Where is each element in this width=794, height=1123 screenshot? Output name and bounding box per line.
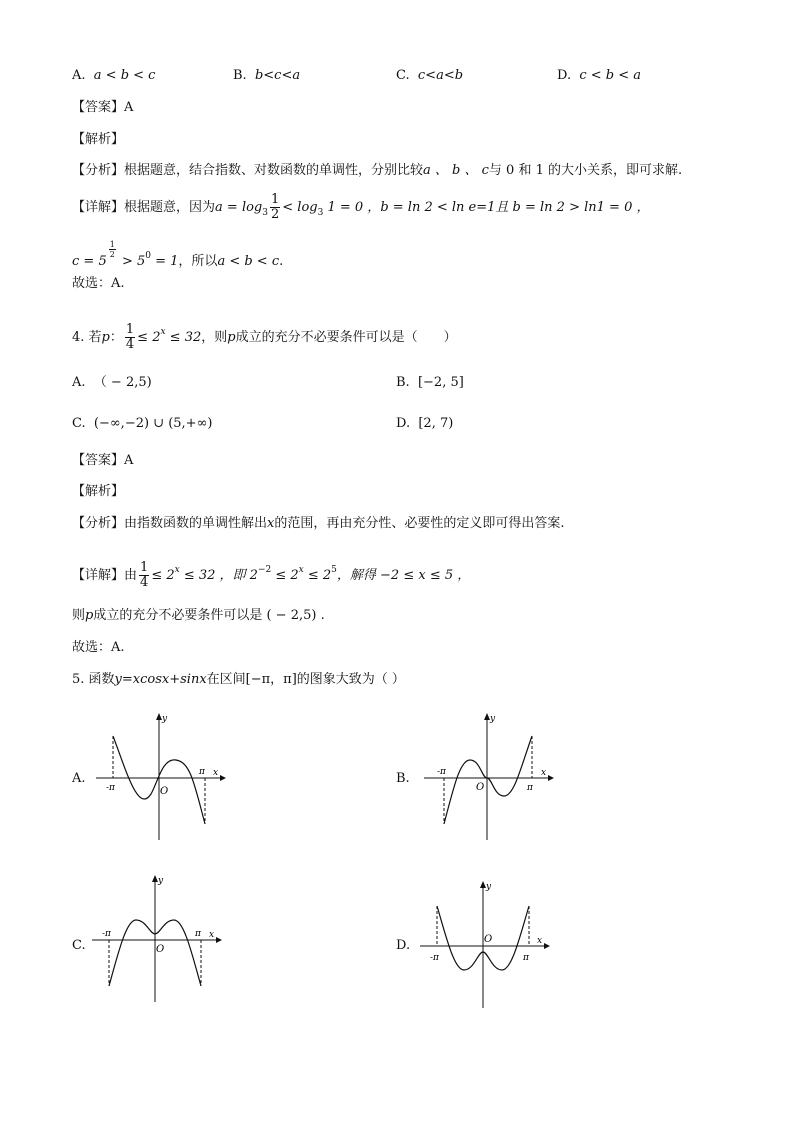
option-text: c<a<b — [417, 68, 464, 83]
fraction-numerator: 1 — [140, 560, 149, 575]
fraction-denominator: 2 — [109, 250, 115, 259]
q4-option-b — [396, 374, 464, 392]
fraction-denominator: 4 — [125, 337, 135, 352]
math-expr: ≤ 32 — [165, 330, 202, 345]
fenxi-tag: 【分析】 — [72, 163, 125, 178]
math-sup: x — [174, 565, 180, 575]
option-text: [−2, 5] — [417, 375, 464, 390]
text: 成立的充分不必要条件可以是 ( − 2,5) . — [93, 608, 325, 623]
q3-option-c — [396, 67, 463, 85]
math-sup: x — [160, 327, 166, 337]
x-axis-arrow — [220, 775, 226, 781]
y-axis-label: y — [490, 714, 496, 724]
math-var: p — [85, 608, 94, 623]
option-label: C. — [396, 68, 410, 83]
fraction-denominator: 4 — [140, 575, 149, 590]
option-text: b<c<a — [254, 68, 301, 83]
option-text: c < b < a — [579, 68, 642, 83]
text: 成立的充分不必要条件可以是（ ） — [235, 330, 457, 345]
fraction-numerator: 1 — [270, 192, 280, 207]
q4-option-d — [396, 415, 453, 433]
curve — [444, 736, 532, 824]
graph-b — [424, 712, 554, 844]
y-axis-label: y — [486, 882, 492, 892]
option-label: B. — [233, 68, 247, 83]
q3-option-a — [72, 67, 155, 85]
xiangjie-text: 根据题意，因为 — [124, 200, 216, 215]
q5-option-d-label: D. — [396, 938, 411, 953]
math-expr: ，解得 −2 ≤ x ≤ 5 ， — [336, 568, 471, 583]
math-expr: y=xcosx+sinx — [114, 672, 207, 687]
fenxi-vars: a 、 b 、 c — [423, 163, 489, 178]
text: 则 — [72, 608, 86, 623]
math-var: p — [227, 330, 236, 345]
option-label: C. — [72, 416, 86, 431]
fraction — [125, 323, 135, 352]
q4-stem — [72, 316, 457, 354]
option-label: B. — [396, 375, 410, 390]
q4-option-c — [72, 415, 212, 433]
math-expr: ≤ 2 — [271, 568, 299, 583]
question-number: 5. 函数 — [72, 672, 115, 687]
math-var: p — [101, 330, 110, 345]
option-text: （ − 2,5) — [93, 375, 152, 390]
x-axis-label: x — [537, 936, 543, 946]
exponent-fraction — [109, 240, 116, 259]
x-axis-arrow — [548, 775, 554, 781]
math-sub: 3 — [317, 208, 324, 218]
q5-option-b-label: B. — [396, 771, 410, 786]
math-sup: −2 — [257, 565, 272, 575]
option-text: (−∞,−2) ∪ (5,+∞) — [93, 416, 213, 431]
math-expr: ≤ 2 — [303, 568, 332, 583]
x-axis-label: x — [541, 768, 547, 778]
q4-choose: 故选：A. — [72, 640, 125, 655]
text: ： — [109, 330, 123, 345]
fraction — [139, 561, 149, 590]
q4-answer — [72, 452, 133, 470]
answer-tag: 【答案】 — [72, 453, 125, 468]
math-expr: b = ln 2 < ln e=1且 b = ln 2 > ln1 = 0 ， — [380, 200, 650, 215]
fenxi-tail: 与 0 和 1 的大小关系，即可求解. — [488, 163, 683, 178]
q3-fenxi — [72, 162, 682, 180]
option-label: A. — [72, 375, 86, 390]
math-sup: 0 — [145, 251, 151, 261]
neg-pi-label: -π — [102, 929, 111, 939]
math-expr: a < b < c — [217, 254, 280, 269]
fenxi-text: 由指数函数的单调性解出 — [124, 516, 268, 531]
q3-line2 — [72, 240, 283, 271]
answer-value: A — [124, 453, 134, 468]
q3-xiangjie — [72, 193, 649, 228]
math-expr: ≤ 2 — [151, 568, 175, 583]
q4-xiangjie — [72, 554, 470, 592]
graph-c — [92, 874, 222, 1006]
q3-answer — [72, 99, 133, 117]
xiangjie-tag: 【详解】 — [72, 568, 125, 583]
q3-choose: 故选：A. — [72, 276, 125, 291]
q5-option-a-label: A. — [72, 771, 86, 786]
x-axis-label: x — [209, 930, 215, 940]
x-axis-arrow — [216, 937, 222, 943]
q4-analysis-tag: 【解析】 — [72, 484, 125, 499]
answer-tag: 【答案】 — [72, 100, 125, 115]
neg-pi-label: -π — [106, 783, 115, 793]
fraction-numerator: 1 — [109, 240, 115, 249]
option-text: [2, 7) — [418, 416, 454, 431]
q4-option-a — [72, 374, 152, 392]
text: . — [279, 254, 284, 269]
math-sup: x — [298, 565, 304, 575]
math-expr: = 1 — [150, 254, 179, 269]
option-label: D. — [396, 416, 411, 431]
q5-stem — [72, 671, 405, 689]
graph-d — [420, 880, 550, 1012]
origin-label: O — [160, 786, 169, 797]
fenxi-tag: 【分析】 — [72, 516, 125, 531]
origin-label: O — [476, 782, 485, 793]
math-sub: 3 — [262, 208, 268, 218]
fenxi-text: 的范围，再由充分性、必要性的定义即可得出答案. — [274, 516, 565, 531]
graph-a — [96, 712, 226, 844]
pi-label: π — [199, 767, 205, 777]
math-expr: ≤ 2 — [137, 330, 161, 345]
answer-value: A — [124, 100, 134, 115]
option-text: a < b < c — [93, 68, 156, 83]
origin-label: O — [484, 934, 493, 945]
math-expr: 1 = 0 ， — [323, 200, 381, 215]
pi-label: π — [195, 929, 201, 939]
y-axis-label: y — [162, 714, 168, 724]
fraction-numerator: 1 — [125, 322, 135, 337]
q4-then — [72, 607, 325, 625]
math-expr: c = 5 — [72, 254, 107, 269]
text: 由 — [124, 568, 138, 583]
math-expr: a = log — [215, 200, 263, 215]
math-expr: < log — [282, 200, 318, 215]
pi-label: π — [527, 783, 533, 793]
pi-label: π — [523, 953, 529, 963]
x-axis-label: x — [213, 768, 219, 778]
xiangjie-tag: 【详解】 — [72, 200, 125, 215]
neg-pi-label: -π — [437, 767, 446, 777]
math-sup: 5 — [331, 565, 337, 575]
q3-analysis-tag: 【解析】 — [72, 132, 125, 147]
option-label: D. — [557, 68, 572, 83]
math-expr: ≤ 32 ，即 2 — [179, 568, 258, 583]
math-expr: > 5 — [117, 254, 146, 269]
text: ，所以 — [178, 254, 218, 269]
fraction-denominator: 2 — [270, 207, 280, 222]
question-number: 4. 若 — [72, 330, 102, 345]
q3-option-d — [557, 67, 641, 85]
option-label: A. — [72, 68, 86, 83]
q4-fenxi — [72, 515, 565, 533]
q3-option-b — [233, 67, 300, 85]
origin-label: O — [156, 944, 165, 955]
math-var: x — [267, 516, 275, 531]
text: ，则 — [201, 330, 228, 345]
y-axis-label: y — [158, 876, 164, 886]
x-axis-arrow — [544, 943, 550, 949]
text: 在区间[−π，π]的图象大致为（ ） — [206, 672, 405, 687]
fenxi-text: 根据题意，结合指数、对数函数的单调性，分别比较 — [124, 163, 424, 178]
neg-pi-label: -π — [430, 953, 439, 963]
fraction — [270, 193, 280, 222]
q5-option-c-label: C. — [72, 938, 86, 953]
